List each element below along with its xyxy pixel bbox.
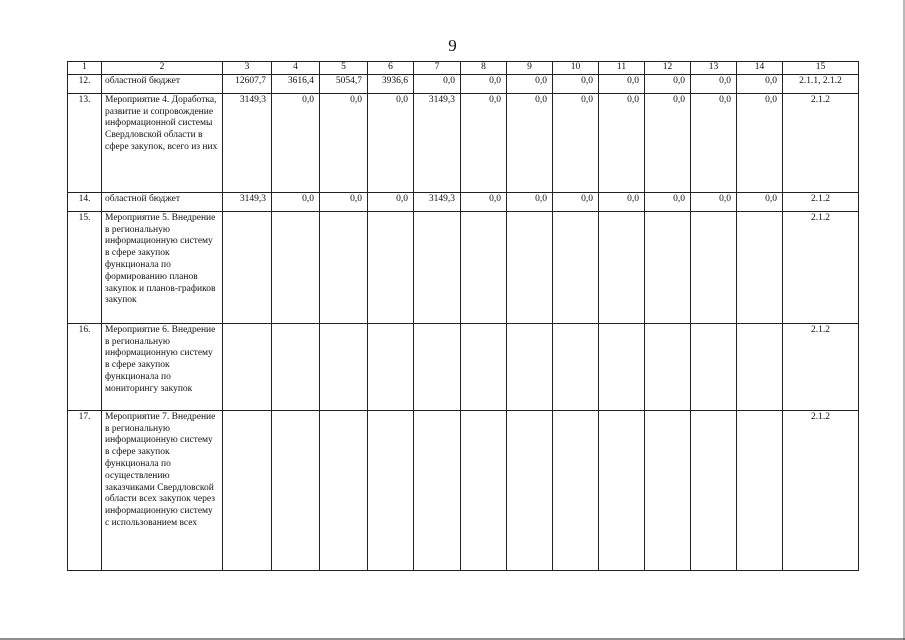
- value-cell: [599, 410, 645, 570]
- column-header: 5: [320, 62, 368, 75]
- table-row: [68, 192, 859, 211]
- value-cell: [691, 410, 737, 570]
- value-cell: 0,0: [599, 74, 645, 93]
- value-cell: [645, 323, 691, 410]
- value-cell: [461, 410, 507, 570]
- table-row: [68, 74, 859, 93]
- value-cell: 0,0: [737, 93, 783, 192]
- value-cell: 12607,7: [223, 74, 272, 93]
- target-code: 2.1.1, 2.1.2: [783, 74, 859, 93]
- value-cell: [691, 211, 737, 323]
- value-cell: [320, 211, 368, 323]
- row-description: Мероприятие 6. Внедрение в региональную информационную систему в сфере закупок функционала по мониторингу закупок: [102, 323, 223, 410]
- column-header: 11: [599, 62, 645, 75]
- column-header: 12: [645, 62, 691, 75]
- value-cell: 0,0: [691, 93, 737, 192]
- value-cell: [507, 323, 553, 410]
- value-cell: 0,0: [737, 74, 783, 93]
- value-cell: [507, 410, 553, 570]
- value-cell: 0,0: [368, 93, 414, 192]
- value-cell: [553, 211, 599, 323]
- column-header: 1: [68, 62, 102, 75]
- value-cell: 0,0: [553, 192, 599, 211]
- column-number-row: [68, 62, 859, 75]
- value-cell: [737, 410, 783, 570]
- value-cell: [599, 211, 645, 323]
- row-number: 16.: [68, 323, 102, 410]
- value-cell: 0,0: [320, 93, 368, 192]
- value-cell: [645, 211, 691, 323]
- value-cell: [737, 211, 783, 323]
- row-number: 12.: [68, 74, 102, 93]
- value-cell: 0,0: [599, 192, 645, 211]
- value-cell: 3616,4: [272, 74, 320, 93]
- target-code: 2.1.2: [783, 192, 859, 211]
- value-cell: 0,0: [737, 192, 783, 211]
- value-cell: 0,0: [461, 93, 507, 192]
- table-row: [68, 93, 859, 192]
- column-header: 15: [783, 62, 859, 75]
- column-header: 9: [507, 62, 553, 75]
- value-cell: [320, 323, 368, 410]
- value-cell: [461, 211, 507, 323]
- table-row: [68, 410, 859, 570]
- value-cell: 0,0: [320, 192, 368, 211]
- row-number: 13.: [68, 93, 102, 192]
- row-number: 14.: [68, 192, 102, 211]
- value-cell: 0,0: [553, 93, 599, 192]
- column-header: 3: [223, 62, 272, 75]
- row-description: областной бюджет: [102, 192, 223, 211]
- value-cell: 3149,3: [414, 93, 461, 192]
- value-cell: [645, 410, 691, 570]
- value-cell: [461, 323, 507, 410]
- row-number: 17.: [68, 410, 102, 570]
- value-cell: 0,0: [645, 74, 691, 93]
- column-header: 2: [102, 62, 223, 75]
- row-description: областной бюджет: [102, 74, 223, 93]
- value-cell: [368, 211, 414, 323]
- value-cell: 0,0: [691, 74, 737, 93]
- target-code: 2.1.2: [783, 323, 859, 410]
- value-cell: [414, 323, 461, 410]
- row-description: Мероприятие 7. Внедрение в региональную информационную систему в сфере закупок функционала по осуществлению заказчиками Свердловской области всех закупок через информационную систему с использованием всех: [102, 410, 223, 570]
- value-cell: [507, 211, 553, 323]
- row-description: Мероприятие 4. Доработка, развитие и сопровождение информационной системы Свердловской области в сфере закупок, всего из них: [102, 93, 223, 192]
- table-row: [68, 323, 859, 410]
- value-cell: 3936,6: [368, 74, 414, 93]
- value-cell: [368, 410, 414, 570]
- column-header: 10: [553, 62, 599, 75]
- value-cell: [553, 410, 599, 570]
- value-cell: 3149,3: [223, 192, 272, 211]
- column-header: 6: [368, 62, 414, 75]
- target-code: 2.1.2: [783, 211, 859, 323]
- value-cell: [414, 211, 461, 323]
- value-cell: 0,0: [645, 192, 691, 211]
- value-cell: 0,0: [507, 93, 553, 192]
- value-cell: [223, 323, 272, 410]
- value-cell: [599, 323, 645, 410]
- column-header: 13: [691, 62, 737, 75]
- value-cell: 3149,3: [414, 192, 461, 211]
- page-number: 9: [448, 36, 457, 55]
- value-cell: [320, 410, 368, 570]
- column-header: 7: [414, 62, 461, 75]
- row-description: Мероприятие 5. Внедрение в региональную информационную систему в сфере закупок функционала по формированию планов закупок и планов-графиков закупок: [102, 211, 223, 323]
- value-cell: [691, 323, 737, 410]
- value-cell: 0,0: [599, 93, 645, 192]
- value-cell: [737, 323, 783, 410]
- value-cell: [272, 211, 320, 323]
- value-cell: 5054,7: [320, 74, 368, 93]
- value-cell: [414, 410, 461, 570]
- value-cell: 0,0: [368, 192, 414, 211]
- value-cell: 0,0: [645, 93, 691, 192]
- budget-table: [67, 61, 859, 571]
- value-cell: 0,0: [461, 192, 507, 211]
- value-cell: 0,0: [553, 74, 599, 93]
- value-cell: 0,0: [507, 74, 553, 93]
- value-cell: [368, 323, 414, 410]
- value-cell: 0,0: [272, 192, 320, 211]
- target-code: 2.1.2: [783, 93, 859, 192]
- value-cell: [272, 410, 320, 570]
- value-cell: 0,0: [272, 93, 320, 192]
- table-row: [68, 211, 859, 323]
- value-cell: 0,0: [461, 74, 507, 93]
- value-cell: [272, 323, 320, 410]
- value-cell: 3149,3: [223, 93, 272, 192]
- value-cell: 0,0: [507, 192, 553, 211]
- value-cell: [223, 410, 272, 570]
- row-number: 15.: [68, 211, 102, 323]
- value-cell: [223, 211, 272, 323]
- value-cell: [553, 323, 599, 410]
- target-code: 2.1.2: [783, 410, 859, 570]
- column-header: 14: [737, 62, 783, 75]
- value-cell: 0,0: [414, 74, 461, 93]
- column-header: 4: [272, 62, 320, 75]
- column-header: 8: [461, 62, 507, 75]
- value-cell: 0,0: [691, 192, 737, 211]
